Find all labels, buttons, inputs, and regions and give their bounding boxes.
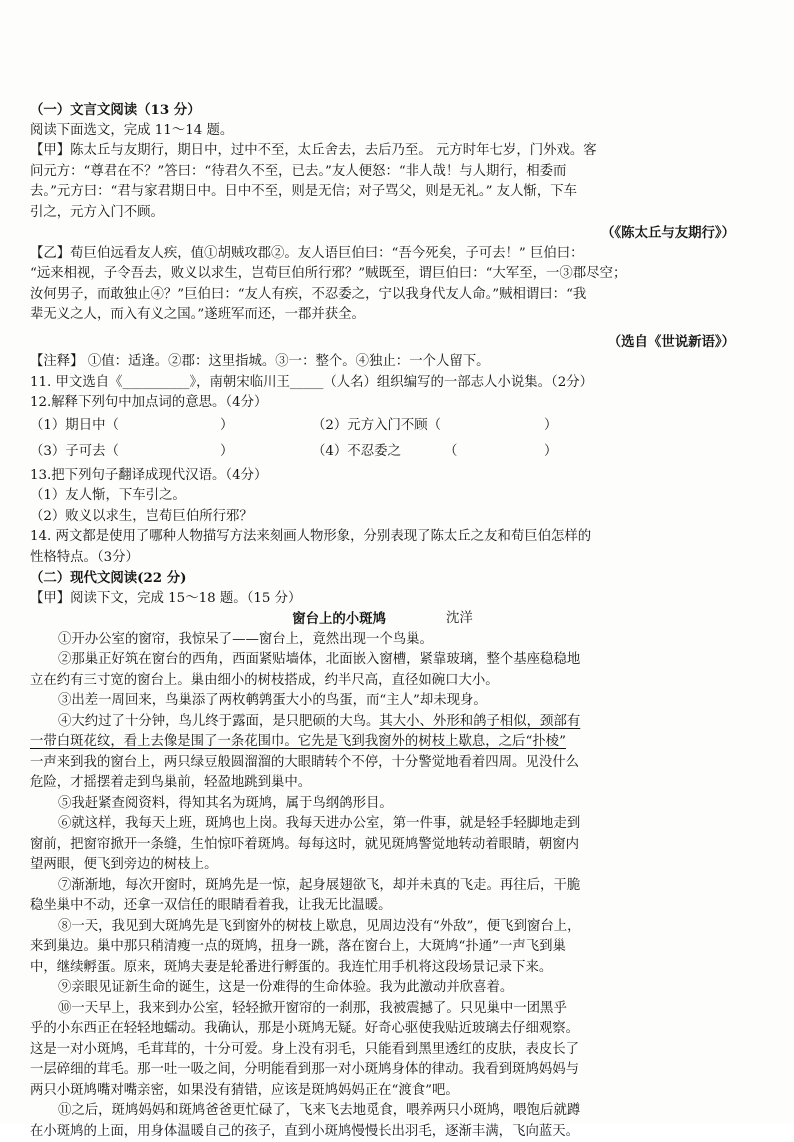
paragraph-line: 来到巢边。巢中那只稍清瘦一点的斑鸠，扭身一跳，落在窗台上，大斑鸠“扑通”一声飞到巢	[30, 937, 735, 958]
jia-line: 【甲】陈太丘与友期行，期日中，过中不至，太丘舍去，去后乃至。 元方时年七岁，门外戏。客	[30, 141, 735, 162]
question-13-item: （1）友人惭，下车引之。	[30, 486, 735, 507]
question-12: 12.解释下列句中加点词的意思。（4分）	[30, 393, 735, 414]
section1-heading: （一）文言文阅读（13 分）	[30, 100, 735, 121]
paragraph-line: 乎的小东西正在轻轻地蠕动。我确认，那是小斑鸠无疑。好奇心驱使我贴近玻璃去仔细观察。	[30, 1019, 735, 1040]
question-11: 11. 甲文选自《__________》，南朝宋临川王_____（人名）组织编写的一部志人小说集。（2分）	[30, 373, 735, 394]
underlined-sentence-cont: 一带白斑花纹，看上去像是围了一条花围巾。它先是飞到我窗外的树枝上歇息，之后“扑棱”	[30, 734, 566, 749]
paragraph-line: 一声来到我的窗台上，两只绿豆般圆溜溜的大眼睛转个不停，十分警觉地看着四周。见没什么	[30, 753, 735, 774]
paragraph-line	[30, 732, 735, 753]
yi-line: 辈无义之人，而入有义之国。”遂班军而还，一郡并获全。	[30, 305, 735, 326]
q12-item-2: （2）元方入门不顾（	[312, 416, 544, 437]
annotation-note: 【注释】 ①值：适逢。②郡：这里指城。③一：整个。④独止：一个人留下。	[30, 352, 735, 373]
section2-instruction: 【甲】阅读下文，完成 15～18 题。（15 分）	[30, 589, 735, 610]
q12-item-3: （3）子可去（	[30, 442, 220, 463]
jia-line: 去。”元方曰：“君与家君期日中。日中不至，则是无信；对子骂父，则是无礼。” 友人惭，下车	[30, 182, 735, 203]
section2-heading: （二）现代文阅读(22 分)	[30, 568, 735, 589]
article-title: 窗台上的小斑鸠	[292, 609, 386, 630]
question-13: 13.把下列句子翻译成现代汉语。（4分）	[30, 466, 735, 487]
article-title-row	[30, 609, 735, 630]
paragraph-line: ③出差一周回来，鸟巢添了两枚鹌鹑蛋大小的鸟蛋，而“主人”却未现身。	[30, 691, 735, 712]
article-author: 沈洋	[446, 609, 473, 630]
question-14-line: 14. 两文都是使用了哪种人物描写方法来刻画人物形象，分别表现了陈太丘之友和荀巨伯怎样的	[30, 527, 735, 548]
paragraph-line: ⑥就这样，我每天上班，斑鸠也上岗。我每天进办公室，第一件事，就是轻手轻脚地走到	[30, 814, 735, 835]
yi-line: 汝何男子，而敢独止④？”巨伯曰：“友人有疾，不忍委之，宁以我身代友人命。”贼相谓曰：“我	[30, 285, 735, 306]
paragraph-line: 在小斑鸠的上面，用身体温暖自己的孩子，直到小斑鸠慢慢长出羽毛，逐渐丰满，飞向蓝天。	[30, 1122, 735, 1142]
q12-item-3-close: ）	[220, 442, 312, 463]
paragraph-line: 立在约有三寸宽的窗台上。巢由细小的树枝搭成，约半尺高，直径如碗口大小。	[30, 671, 735, 692]
paragraph-line: ⑦渐渐地，每次开窗时，斑鸠先是一惊，起身展翅欲飞，却并未真的飞走。再往后，干脆	[30, 876, 735, 897]
article-body	[30, 630, 735, 1142]
yi-passage	[30, 244, 735, 353]
paragraph-line: ⑩一天早上，我来到办公室，轻轻掀开窗帘的一刹那，我被震撼了。只见巢中一团黑乎	[30, 999, 735, 1020]
paragraph-line	[30, 712, 735, 733]
yi-line: “远来相视，子令吾去，败义以求生，岂荀巨伯所行邪？”贼既至，谓巨伯曰：“大军至，一③郡尽空；	[30, 264, 735, 285]
paragraph-4-start: ④大约过了十分钟，鸟儿终于露面，是只肥硕的大鸟。	[58, 714, 379, 729]
question-14-line: 性格特点。（3分）	[30, 548, 735, 569]
yi-line: 【乙】荀巨伯远看友人疾，值①胡贼攻郡②。友人语巨伯曰：“吾今死矣，子可去！” 巨伯曰：	[30, 244, 735, 265]
paragraph-line: ⑪之后，斑鸠妈妈和斑鸠爸爸更忙碌了，飞来飞去地觅食，喂养两只小斑鸠，喂饱后就蹲	[30, 1101, 735, 1122]
paragraph-line: ⑨亲眼见证新生命的诞生，这是一份难得的生命体验。我为此激动并欣喜着。	[30, 978, 735, 999]
paragraph-line: 一层碎细的茸毛。那一吐一吸之间，分明能看到那一对小斑鸠身体的律动。我看到斑鸠妈妈与	[30, 1060, 735, 1081]
q12-item-4-open: （	[444, 442, 544, 463]
question-12-row-1	[30, 414, 735, 440]
paragraph-line: ②那巢正好筑在窗台的西角，西面紧贴墙体，北面嵌入窗槽，紧靠玻璃，整个基座稳稳地	[30, 650, 735, 671]
q12-item-2-close: ）	[544, 416, 557, 437]
paragraph-line: 两只小斑鸠嘴对嘴亲密，如果没有猜错，应该是斑鸠妈妈正在“渡食”吧。	[30, 1081, 735, 1102]
jia-line: 问元方：“尊君在不？”答曰：“待君久不至，已去。”友人便怒：“非人哉！与人期行，相委而	[30, 162, 735, 183]
paragraph-line: 望两眼，便飞到旁边的树枝上。	[30, 855, 735, 876]
jia-passage	[30, 141, 735, 244]
paragraph-line: 这是一对小斑鸠，毛茸茸的，十分可爱。身上没有羽毛，只能看到黑里透红的皮肤，表皮长了	[30, 1040, 735, 1061]
section1-instruction: 阅读下面选文，完成 11～14 题。	[30, 121, 735, 142]
paragraph-line: 窗前，把窗帘掀开一条缝，生怕惊吓着斑鸠。每每这时，就见斑鸠警觉地转动着眼睛，朝窗内	[30, 835, 735, 856]
jia-line: 引之，元方入门不顾。	[30, 203, 735, 224]
paragraph-line: ⑧一天，我见到大斑鸠先是飞到窗外的树枝上歇息，见周边没有“外敌”，便飞到窗台上，	[30, 917, 735, 938]
q12-item-1-close: ）	[220, 416, 312, 437]
underlined-sentence: 其大小、外形和鸽子相似，颈部有	[379, 714, 580, 729]
paragraph-line: 危险，才摇摆着走到鸟巢前，轻盈地跳到巢中。	[30, 773, 735, 794]
paragraph-line: ⑤我赶紧查阅资料，得知其名为斑鸠，属于鸟纲鸽形目。	[30, 794, 735, 815]
question-12-row-2	[30, 440, 735, 466]
q12-item-1: （1）期日中（	[30, 416, 220, 437]
q12-item-4-close: ）	[544, 442, 557, 463]
paragraph-line: ①开办公室的窗帘，我惊呆了——窗台上，竟然出现一个鸟巢。	[30, 630, 735, 651]
paragraph-line: 稳坐巢中不动，还拿一双信任的眼睛看着我，让我无比温暖。	[30, 896, 735, 917]
q12-item-4: （4）不忍委之	[312, 442, 444, 463]
question-13-item: （2）败义以求生，岂荀巨伯所行邪？	[30, 507, 735, 528]
exam-content	[30, 100, 735, 1142]
yi-source: （选自《世说新语》）	[30, 332, 735, 353]
jia-source: （《陈太丘与友期行》）	[30, 223, 735, 244]
paragraph-line: 中，继续孵蛋。原来，斑鸠夫妻是轮番进行孵蛋的。我连忙用手机将这段场景记录下来。	[30, 958, 735, 979]
